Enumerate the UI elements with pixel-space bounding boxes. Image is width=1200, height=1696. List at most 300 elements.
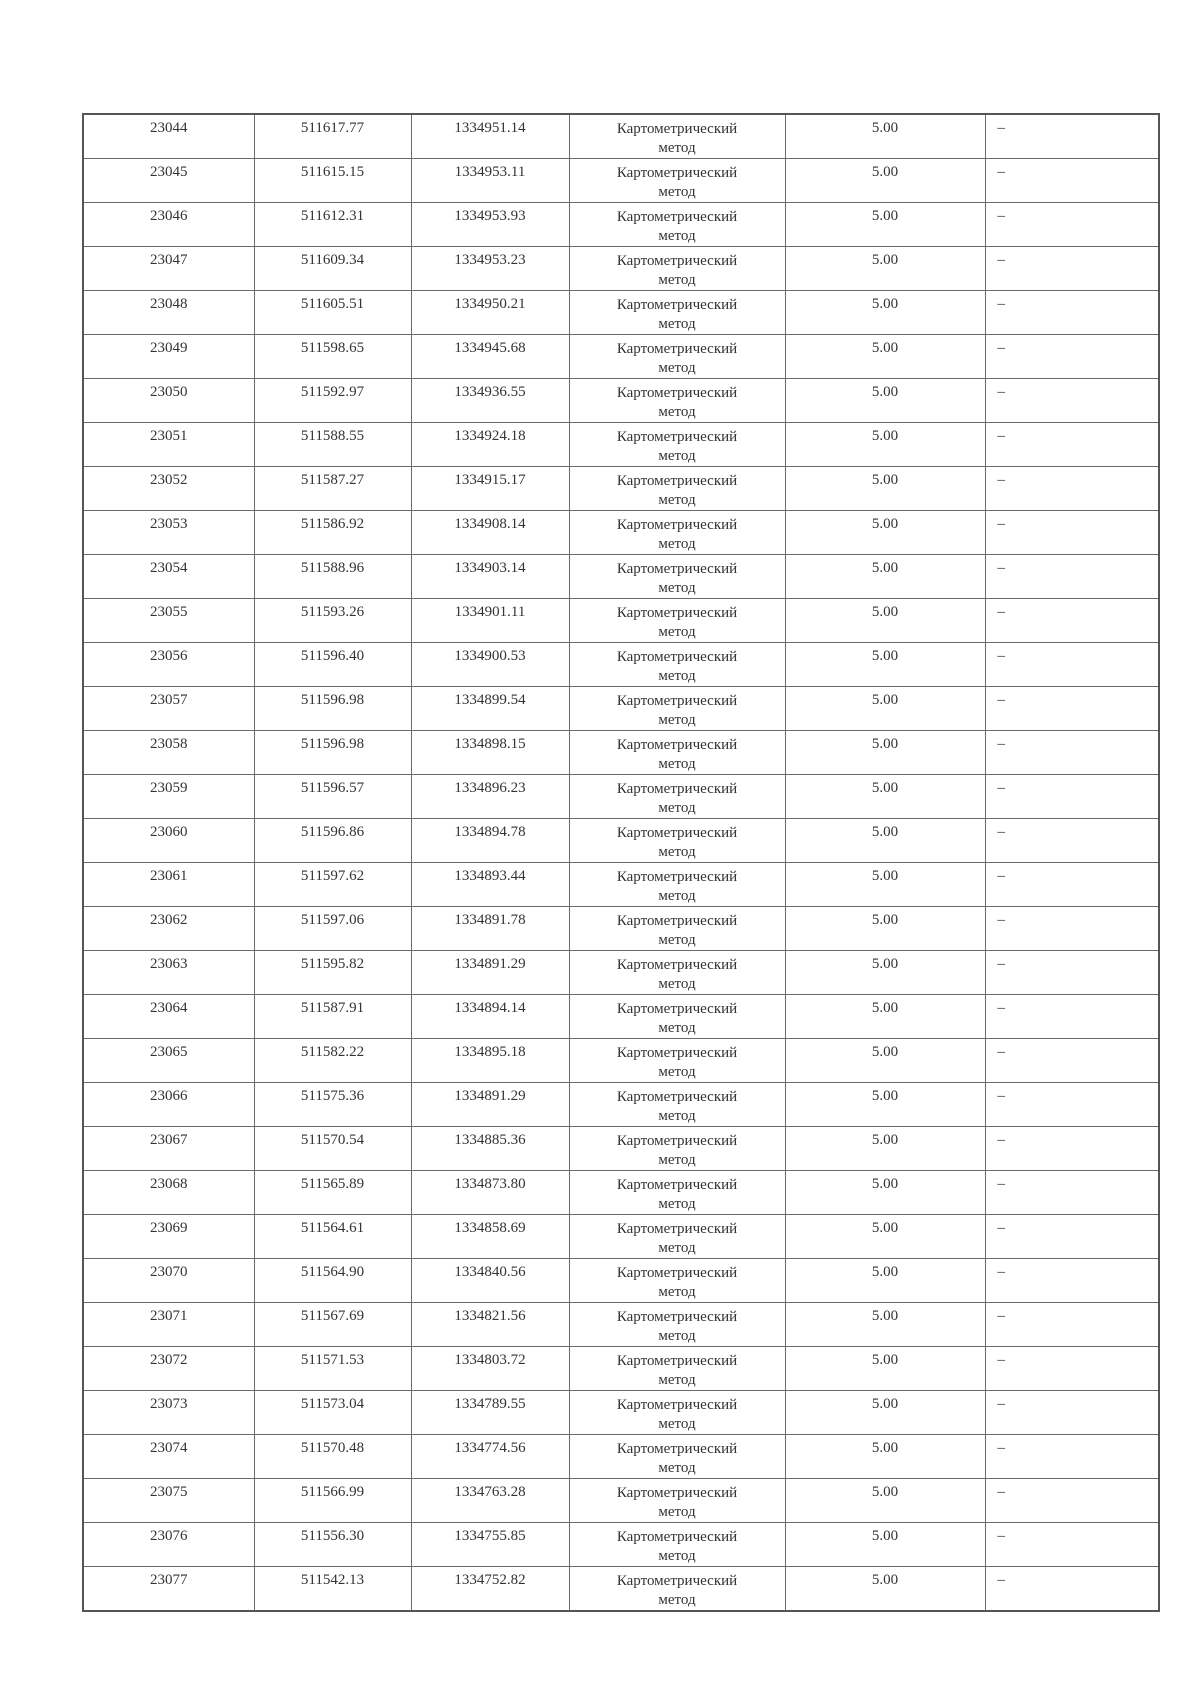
- y-coordinate-cell: 1334755.85: [411, 1523, 569, 1567]
- method-cell: [569, 1523, 785, 1567]
- point-number-cell: 23068: [83, 1171, 254, 1215]
- x-coordinate-cell: 511596.57: [254, 775, 411, 819]
- coordinates-table: [82, 113, 1160, 1612]
- description-cell: –: [985, 863, 1159, 907]
- accuracy-cell: 5.00: [785, 599, 985, 643]
- accuracy-cell: 5.00: [785, 1567, 985, 1612]
- description-cell: –: [985, 1347, 1159, 1391]
- x-coordinate-cell: 511587.91: [254, 995, 411, 1039]
- method-text-line: Картометрический: [616, 1045, 738, 1061]
- x-coordinate-cell: 511556.30: [254, 1523, 411, 1567]
- y-coordinate-cell: 1334900.53: [411, 643, 569, 687]
- method-cell: [569, 1127, 785, 1171]
- method-text-line: Картометрический: [616, 781, 738, 797]
- description-cell: –: [985, 1083, 1159, 1127]
- point-number-cell: 23056: [83, 643, 254, 687]
- table-row: [83, 775, 1159, 819]
- description-cell: –: [985, 555, 1159, 599]
- y-coordinate-cell: 1334891.29: [411, 951, 569, 995]
- description-cell: –: [985, 1259, 1159, 1303]
- method-text-line: метод: [658, 1372, 696, 1388]
- method-text-line: метод: [658, 932, 696, 948]
- accuracy-cell: 5.00: [785, 1523, 985, 1567]
- accuracy-cell: 5.00: [785, 1083, 985, 1127]
- table-row: [83, 643, 1159, 687]
- point-number-cell: 23059: [83, 775, 254, 819]
- description-cell: –: [985, 643, 1159, 687]
- method-text-line: метод: [658, 580, 696, 596]
- point-number-cell: 23046: [83, 203, 254, 247]
- table-row: [83, 1303, 1159, 1347]
- method-text-line: Картометрический: [616, 1265, 738, 1281]
- x-coordinate-cell: 511596.98: [254, 687, 411, 731]
- method-cell: [569, 687, 785, 731]
- point-number-cell: 23070: [83, 1259, 254, 1303]
- table-row: [83, 1039, 1159, 1083]
- description-cell: –: [985, 951, 1159, 995]
- point-number-cell: 23051: [83, 423, 254, 467]
- x-coordinate-cell: 511597.06: [254, 907, 411, 951]
- accuracy-cell: 5.00: [785, 907, 985, 951]
- method-text-line: Картометрический: [616, 693, 738, 709]
- accuracy-cell: 5.00: [785, 379, 985, 423]
- x-coordinate-cell: 511542.13: [254, 1567, 411, 1612]
- y-coordinate-cell: 1334893.44: [411, 863, 569, 907]
- description-cell: –: [985, 1567, 1159, 1612]
- x-coordinate-cell: 511605.51: [254, 291, 411, 335]
- y-coordinate-cell: 1334915.17: [411, 467, 569, 511]
- x-coordinate-cell: 511598.65: [254, 335, 411, 379]
- method-cell: [569, 863, 785, 907]
- x-coordinate-cell: 511596.98: [254, 731, 411, 775]
- y-coordinate-cell: 1334895.18: [411, 1039, 569, 1083]
- method-cell: [569, 1039, 785, 1083]
- x-coordinate-cell: 511593.26: [254, 599, 411, 643]
- method-cell: [569, 379, 785, 423]
- table-row: [83, 1435, 1159, 1479]
- method-cell: [569, 555, 785, 599]
- description-cell: –: [985, 159, 1159, 203]
- accuracy-cell: 5.00: [785, 1039, 985, 1083]
- table-row: [83, 599, 1159, 643]
- point-number-cell: 23047: [83, 247, 254, 291]
- table-row: [83, 995, 1159, 1039]
- y-coordinate-cell: 1334891.78: [411, 907, 569, 951]
- method-text-line: Картометрический: [616, 165, 738, 181]
- point-number-cell: 23053: [83, 511, 254, 555]
- method-text-line: метод: [658, 976, 696, 992]
- accuracy-cell: 5.00: [785, 819, 985, 863]
- x-coordinate-cell: 511612.31: [254, 203, 411, 247]
- method-text-line: Картометрический: [616, 1309, 738, 1325]
- method-text-line: Картометрический: [616, 1221, 738, 1237]
- table-row: [83, 1215, 1159, 1259]
- method-text-line: Картометрический: [616, 1089, 738, 1105]
- accuracy-cell: 5.00: [785, 247, 985, 291]
- point-number-cell: 23074: [83, 1435, 254, 1479]
- x-coordinate-cell: 511595.82: [254, 951, 411, 995]
- method-text-line: метод: [658, 1548, 696, 1564]
- method-text-line: Картометрический: [616, 649, 738, 665]
- table-row: [83, 335, 1159, 379]
- accuracy-cell: 5.00: [785, 1127, 985, 1171]
- table-row: [83, 951, 1159, 995]
- table-row: [83, 203, 1159, 247]
- method-text-line: метод: [658, 756, 696, 772]
- method-text-line: метод: [658, 272, 696, 288]
- accuracy-cell: 5.00: [785, 114, 985, 159]
- y-coordinate-cell: 1334858.69: [411, 1215, 569, 1259]
- x-coordinate-cell: 511570.48: [254, 1435, 411, 1479]
- method-text-line: метод: [658, 1064, 696, 1080]
- y-coordinate-cell: 1334894.14: [411, 995, 569, 1039]
- method-text-line: Картометрический: [616, 869, 738, 885]
- method-cell: [569, 423, 785, 467]
- x-coordinate-cell: 511566.99: [254, 1479, 411, 1523]
- y-coordinate-cell: 1334896.23: [411, 775, 569, 819]
- method-text-line: Картометрический: [616, 121, 738, 137]
- table-row: [83, 907, 1159, 951]
- y-coordinate-cell: 1334951.14: [411, 114, 569, 159]
- point-number-cell: 23064: [83, 995, 254, 1039]
- method-text-line: метод: [658, 404, 696, 420]
- y-coordinate-cell: 1334908.14: [411, 511, 569, 555]
- description-cell: –: [985, 379, 1159, 423]
- x-coordinate-cell: 511617.77: [254, 114, 411, 159]
- method-text-line: Картометрический: [616, 957, 738, 973]
- method-cell: [569, 335, 785, 379]
- table-row: [83, 1391, 1159, 1435]
- method-text-line: метод: [658, 1460, 696, 1476]
- point-number-cell: 23069: [83, 1215, 254, 1259]
- table-row: [83, 555, 1159, 599]
- method-cell: [569, 203, 785, 247]
- method-text-line: Картометрический: [616, 1529, 738, 1545]
- y-coordinate-cell: 1334898.15: [411, 731, 569, 775]
- y-coordinate-cell: 1334885.36: [411, 1127, 569, 1171]
- x-coordinate-cell: 511582.22: [254, 1039, 411, 1083]
- description-cell: –: [985, 114, 1159, 159]
- method-text-line: метод: [658, 624, 696, 640]
- point-number-cell: 23049: [83, 335, 254, 379]
- method-cell: [569, 1259, 785, 1303]
- method-text-line: метод: [658, 228, 696, 244]
- point-number-cell: 23066: [83, 1083, 254, 1127]
- x-coordinate-cell: 511597.62: [254, 863, 411, 907]
- table-row: [83, 1523, 1159, 1567]
- x-coordinate-cell: 511615.15: [254, 159, 411, 203]
- accuracy-cell: 5.00: [785, 863, 985, 907]
- accuracy-cell: 5.00: [785, 731, 985, 775]
- description-cell: –: [985, 1039, 1159, 1083]
- method-text-line: метод: [658, 1328, 696, 1344]
- table-row: [83, 247, 1159, 291]
- description-cell: –: [985, 731, 1159, 775]
- description-cell: –: [985, 1215, 1159, 1259]
- x-coordinate-cell: 511564.61: [254, 1215, 411, 1259]
- accuracy-cell: 5.00: [785, 1303, 985, 1347]
- method-text-line: Картометрический: [616, 1485, 738, 1501]
- method-text-line: метод: [658, 668, 696, 684]
- description-cell: –: [985, 1127, 1159, 1171]
- x-coordinate-cell: 511588.96: [254, 555, 411, 599]
- method-text-line: Картометрический: [616, 473, 738, 489]
- method-text-line: метод: [658, 492, 696, 508]
- accuracy-cell: 5.00: [785, 643, 985, 687]
- method-cell: [569, 291, 785, 335]
- description-cell: –: [985, 907, 1159, 951]
- method-text-line: метод: [658, 448, 696, 464]
- x-coordinate-cell: 511588.55: [254, 423, 411, 467]
- method-text-line: Картометрический: [616, 825, 738, 841]
- table-row: [83, 379, 1159, 423]
- method-cell: [569, 1083, 785, 1127]
- x-coordinate-cell: 511564.90: [254, 1259, 411, 1303]
- method-text-line: метод: [658, 1152, 696, 1168]
- accuracy-cell: 5.00: [785, 335, 985, 379]
- description-cell: –: [985, 1303, 1159, 1347]
- x-coordinate-cell: 511587.27: [254, 467, 411, 511]
- y-coordinate-cell: 1334752.82: [411, 1567, 569, 1612]
- table-row: [83, 863, 1159, 907]
- point-number-cell: 23077: [83, 1567, 254, 1612]
- description-cell: –: [985, 247, 1159, 291]
- description-cell: –: [985, 423, 1159, 467]
- method-text-line: Картометрический: [616, 1133, 738, 1149]
- point-number-cell: 23061: [83, 863, 254, 907]
- method-text-line: Картометрический: [616, 561, 738, 577]
- method-text-line: Картометрический: [616, 297, 738, 313]
- description-cell: –: [985, 1391, 1159, 1435]
- description-cell: –: [985, 511, 1159, 555]
- point-number-cell: 23060: [83, 819, 254, 863]
- description-cell: –: [985, 1435, 1159, 1479]
- accuracy-cell: 5.00: [785, 159, 985, 203]
- point-number-cell: 23075: [83, 1479, 254, 1523]
- method-text-line: метод: [658, 1108, 696, 1124]
- accuracy-cell: 5.00: [785, 1259, 985, 1303]
- method-text-line: Картометрический: [616, 341, 738, 357]
- method-cell: [569, 1479, 785, 1523]
- point-number-cell: 23044: [83, 114, 254, 159]
- y-coordinate-cell: 1334899.54: [411, 687, 569, 731]
- x-coordinate-cell: 511573.04: [254, 1391, 411, 1435]
- description-cell: –: [985, 335, 1159, 379]
- method-text-line: метод: [658, 316, 696, 332]
- x-coordinate-cell: 511567.69: [254, 1303, 411, 1347]
- method-cell: [569, 114, 785, 159]
- table-row: [83, 1567, 1159, 1612]
- method-cell: [569, 951, 785, 995]
- description-cell: –: [985, 687, 1159, 731]
- method-cell: [569, 159, 785, 203]
- x-coordinate-cell: 511586.92: [254, 511, 411, 555]
- accuracy-cell: 5.00: [785, 1479, 985, 1523]
- method-cell: [569, 775, 785, 819]
- accuracy-cell: 5.00: [785, 951, 985, 995]
- method-cell: [569, 1303, 785, 1347]
- point-number-cell: 23050: [83, 379, 254, 423]
- description-cell: –: [985, 775, 1159, 819]
- point-number-cell: 23055: [83, 599, 254, 643]
- method-text-line: метод: [658, 888, 696, 904]
- x-coordinate-cell: 511592.97: [254, 379, 411, 423]
- accuracy-cell: 5.00: [785, 1215, 985, 1259]
- method-cell: [569, 1215, 785, 1259]
- method-text-line: Картометрический: [616, 913, 738, 929]
- y-coordinate-cell: 1334789.55: [411, 1391, 569, 1435]
- method-text-line: Картометрический: [616, 209, 738, 225]
- point-number-cell: 23071: [83, 1303, 254, 1347]
- method-text-line: Картометрический: [616, 1573, 738, 1589]
- accuracy-cell: 5.00: [785, 995, 985, 1039]
- point-number-cell: 23045: [83, 159, 254, 203]
- table-row: [83, 291, 1159, 335]
- method-text-line: Картометрический: [616, 1397, 738, 1413]
- table-row: [83, 1479, 1159, 1523]
- method-text-line: метод: [658, 1504, 696, 1520]
- method-text-line: метод: [658, 844, 696, 860]
- table-row: [83, 511, 1159, 555]
- method-text-line: метод: [658, 712, 696, 728]
- method-text-line: метод: [658, 536, 696, 552]
- method-cell: [569, 247, 785, 291]
- table-row: [83, 687, 1159, 731]
- table-row: [83, 423, 1159, 467]
- accuracy-cell: 5.00: [785, 423, 985, 467]
- method-text-line: Картометрический: [616, 253, 738, 269]
- y-coordinate-cell: 1334840.56: [411, 1259, 569, 1303]
- method-text-line: Картометрический: [616, 385, 738, 401]
- method-text-line: Картометрический: [616, 1177, 738, 1193]
- method-text-line: метод: [658, 140, 696, 156]
- method-cell: [569, 995, 785, 1039]
- accuracy-cell: 5.00: [785, 1171, 985, 1215]
- method-text-line: метод: [658, 1592, 696, 1608]
- point-number-cell: 23054: [83, 555, 254, 599]
- point-number-cell: 23048: [83, 291, 254, 335]
- description-cell: –: [985, 995, 1159, 1039]
- point-number-cell: 23058: [83, 731, 254, 775]
- x-coordinate-cell: 511609.34: [254, 247, 411, 291]
- point-number-cell: 23057: [83, 687, 254, 731]
- description-cell: –: [985, 467, 1159, 511]
- y-coordinate-cell: 1334763.28: [411, 1479, 569, 1523]
- table-row: [83, 1127, 1159, 1171]
- accuracy-cell: 5.00: [785, 511, 985, 555]
- y-coordinate-cell: 1334953.93: [411, 203, 569, 247]
- x-coordinate-cell: 511596.86: [254, 819, 411, 863]
- y-coordinate-cell: 1334894.78: [411, 819, 569, 863]
- description-cell: –: [985, 599, 1159, 643]
- accuracy-cell: 5.00: [785, 291, 985, 335]
- table-row: [83, 159, 1159, 203]
- table-row: [83, 1259, 1159, 1303]
- method-text-line: Картометрический: [616, 1001, 738, 1017]
- method-cell: [569, 907, 785, 951]
- method-cell: [569, 599, 785, 643]
- table-row: [83, 1083, 1159, 1127]
- x-coordinate-cell: 511570.54: [254, 1127, 411, 1171]
- method-cell: [569, 1567, 785, 1612]
- description-cell: –: [985, 203, 1159, 247]
- x-coordinate-cell: 511575.36: [254, 1083, 411, 1127]
- table-row: [83, 819, 1159, 863]
- method-text-line: Картометрический: [616, 605, 738, 621]
- method-text-line: Картометрический: [616, 737, 738, 753]
- accuracy-cell: 5.00: [785, 1391, 985, 1435]
- y-coordinate-cell: 1334950.21: [411, 291, 569, 335]
- point-number-cell: 23065: [83, 1039, 254, 1083]
- y-coordinate-cell: 1334891.29: [411, 1083, 569, 1127]
- x-coordinate-cell: 511596.40: [254, 643, 411, 687]
- accuracy-cell: 5.00: [785, 775, 985, 819]
- method-text-line: Картометрический: [616, 1353, 738, 1369]
- accuracy-cell: 5.00: [785, 555, 985, 599]
- table-row: [83, 114, 1159, 159]
- method-text-line: Картометрический: [616, 517, 738, 533]
- method-cell: [569, 467, 785, 511]
- y-coordinate-cell: 1334903.14: [411, 555, 569, 599]
- point-number-cell: 23073: [83, 1391, 254, 1435]
- y-coordinate-cell: 1334936.55: [411, 379, 569, 423]
- y-coordinate-cell: 1334945.68: [411, 335, 569, 379]
- method-cell: [569, 819, 785, 863]
- table-row: [83, 1171, 1159, 1215]
- point-number-cell: 23063: [83, 951, 254, 995]
- method-text-line: Картометрический: [616, 429, 738, 445]
- accuracy-cell: 5.00: [785, 1347, 985, 1391]
- method-cell: [569, 1171, 785, 1215]
- y-coordinate-cell: 1334953.11: [411, 159, 569, 203]
- point-number-cell: 23072: [83, 1347, 254, 1391]
- y-coordinate-cell: 1334924.18: [411, 423, 569, 467]
- description-cell: –: [985, 291, 1159, 335]
- description-cell: –: [985, 1479, 1159, 1523]
- table-body: [83, 114, 1159, 1611]
- description-cell: –: [985, 1171, 1159, 1215]
- method-text-line: метод: [658, 1020, 696, 1036]
- method-cell: [569, 643, 785, 687]
- description-cell: –: [985, 1523, 1159, 1567]
- method-text-line: метод: [658, 1284, 696, 1300]
- method-cell: [569, 1391, 785, 1435]
- method-cell: [569, 1435, 785, 1479]
- method-text-line: метод: [658, 1416, 696, 1432]
- y-coordinate-cell: 1334953.23: [411, 247, 569, 291]
- table-row: [83, 1347, 1159, 1391]
- y-coordinate-cell: 1334803.72: [411, 1347, 569, 1391]
- accuracy-cell: 5.00: [785, 467, 985, 511]
- point-number-cell: 23067: [83, 1127, 254, 1171]
- method-text-line: метод: [658, 184, 696, 200]
- method-text-line: метод: [658, 360, 696, 376]
- y-coordinate-cell: 1334873.80: [411, 1171, 569, 1215]
- point-number-cell: 23052: [83, 467, 254, 511]
- method-cell: [569, 1347, 785, 1391]
- table-row: [83, 731, 1159, 775]
- y-coordinate-cell: 1334774.56: [411, 1435, 569, 1479]
- method-text-line: метод: [658, 1196, 696, 1212]
- accuracy-cell: 5.00: [785, 1435, 985, 1479]
- point-number-cell: 23062: [83, 907, 254, 951]
- y-coordinate-cell: 1334821.56: [411, 1303, 569, 1347]
- table-row: [83, 467, 1159, 511]
- method-cell: [569, 511, 785, 555]
- method-cell: [569, 731, 785, 775]
- description-cell: –: [985, 819, 1159, 863]
- accuracy-cell: 5.00: [785, 687, 985, 731]
